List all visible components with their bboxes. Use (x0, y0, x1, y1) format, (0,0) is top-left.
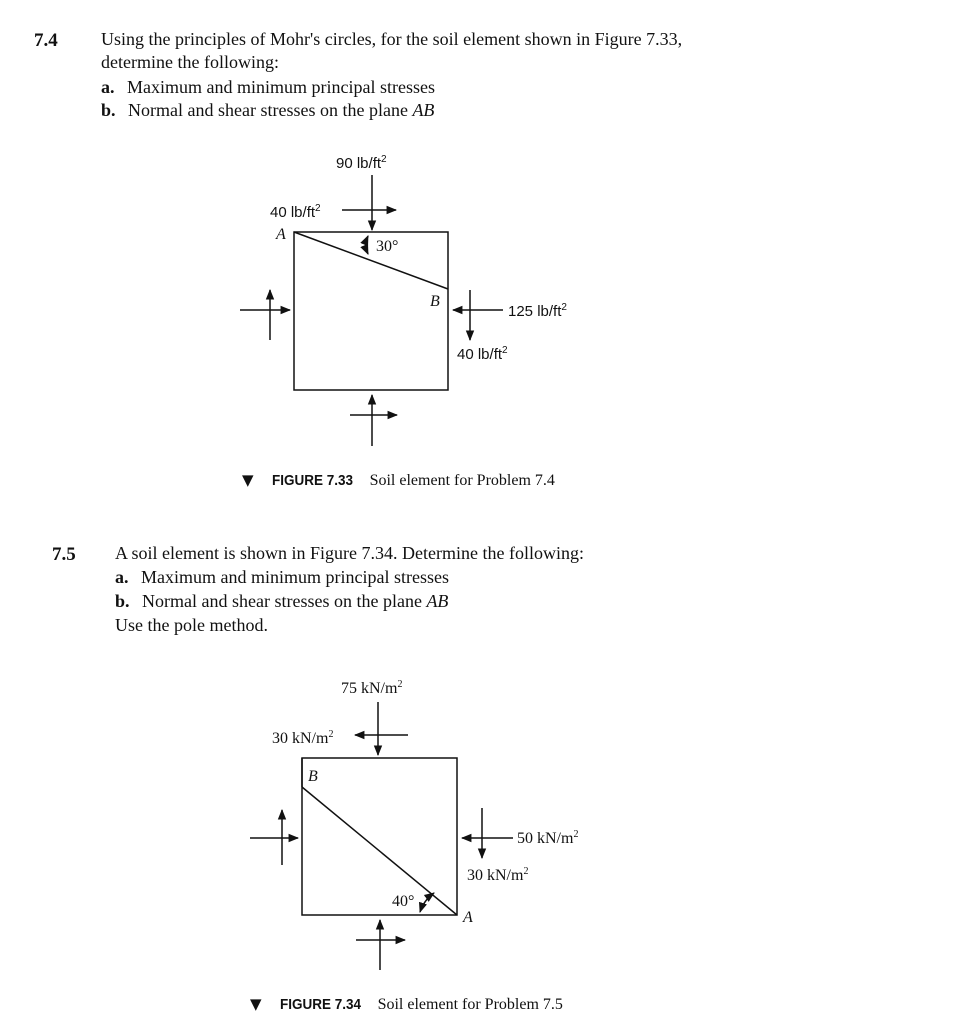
top-normal-label: 90 $lb/ft^2$ (336, 154, 387, 172)
angle-label: 40° (392, 893, 415, 910)
plane-name: AB (426, 591, 449, 611)
soil-element-square (302, 758, 457, 915)
angle-label: 30° (376, 238, 399, 255)
problem-intro: A soil element is shown in Figure 7.34. Determine the following: (115, 543, 584, 563)
problem-number: 7.5 (52, 544, 76, 565)
problem-footer: Use the pole method. (115, 615, 268, 635)
caption-text: Soil element for Problem 7.5 (377, 996, 563, 1013)
caption-marker: ▼ (250, 995, 262, 1013)
right-normal-label: 125 $lb/ft^2$ (508, 302, 567, 320)
item-text: Maximum and minimum principal stresses (141, 567, 449, 587)
problem-intro-line1: Using the principles of Mohr's circles, for the soil element shown in Figure 7.33, (101, 29, 683, 49)
angle-arc (420, 893, 434, 912)
problem-intro-line2: determine the following: (101, 52, 279, 72)
caption-label: FIGURE 7.33 (271, 472, 353, 489)
point-a-label: A (276, 226, 286, 243)
top-shear-label: 30 $kN/m^2$ (272, 729, 334, 747)
item-label: b. (101, 100, 116, 120)
top-shear-label: 40 $lb/ft^2$ (270, 203, 321, 221)
point-b-label: B (308, 768, 318, 785)
item-label: a. (101, 77, 115, 97)
point-a-label: A (463, 909, 473, 926)
caption-label: FIGURE 7.34 (279, 996, 361, 1013)
right-shear-label: 30 $kN/m^2$ (467, 866, 529, 884)
problem-number: 7.4 (34, 30, 58, 51)
item-label: a. (115, 567, 129, 587)
plane-ab (302, 787, 457, 915)
figure-734-caption (250, 995, 563, 1014)
point-b-label: B (430, 293, 440, 310)
caption-text: Soil element for Problem 7.4 (369, 472, 555, 489)
item-text: Normal and shear stresses on the plane (128, 100, 408, 120)
plane-name: AB (412, 100, 435, 120)
right-shear-label: 40 $lb/ft^2$ (457, 345, 508, 363)
item-label: b. (115, 591, 130, 611)
right-normal-label: 50 $kN/m^2$ (517, 829, 579, 847)
top-normal-label: 75 $kN/m^2$ (341, 679, 403, 697)
item-text: Normal and shear stresses on the plane (142, 591, 422, 611)
caption-marker: ▼ (242, 471, 254, 489)
item-text: Maximum and minimum principal stresses (127, 77, 435, 97)
